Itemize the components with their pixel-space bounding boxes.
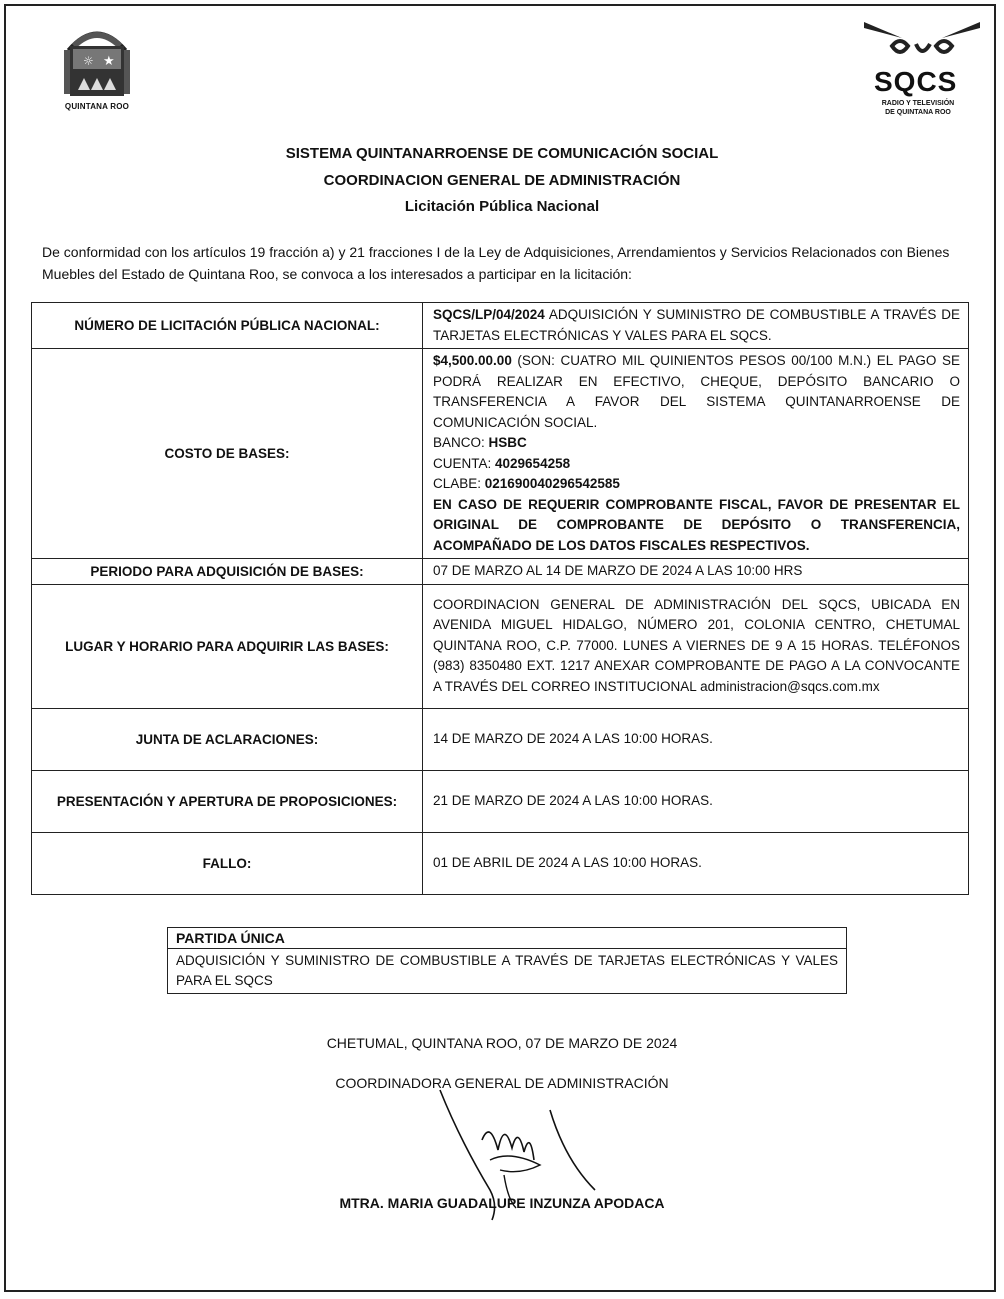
institutional-email: administracion@sqcs.com.mx	[700, 678, 880, 694]
logo-caption: QUINTANA ROO	[64, 102, 130, 111]
label-fallo: FALLO:	[32, 832, 423, 894]
bank-label: BANCO:	[433, 435, 489, 450]
place-date: CHETUMAL, QUINTANA ROO, 07 DE MARZO DE 2024	[326, 1035, 678, 1051]
sqcs-subtitle-2: DE QUINTANA ROO	[885, 109, 951, 116]
location-text: COORDINACION GENERAL DE ADMINISTRACIÓN DEL SQCS, UBICADA EN AVENIDA MIGUEL HIDALGO, NÚMERO 201, COLONIA CENTRO, CHETUMAL QUINTANA ROO, C.P. 77000. LUNES A VIERNES DE 9 A 15 HORAS. TELÉFONOS (983) 8350480 EXT. 1217 ANEXAR COMPROBANTE DE PAGO A LA CONVOCANTE A TRAVÉS DEL CORREO INSTITUCIONAL	[433, 596, 960, 694]
table-row-fallo	[32, 832, 969, 894]
cost-amount: $4,500.00.00	[433, 353, 512, 368]
sqcs-brand-text: SQCS	[874, 66, 958, 97]
clabe-value: 021690040296542585	[484, 476, 620, 491]
tender-details-table	[31, 302, 969, 895]
clabe-label: CLABE:	[433, 476, 485, 491]
tender-code: SQCS/LP/04/2024	[433, 307, 545, 322]
sqcs-logo	[862, 18, 982, 122]
table-row-costo	[32, 349, 969, 559]
label-numero-licitacion: NÚMERO DE LICITACIÓN PÚBLICA NACIONAL:	[32, 303, 423, 349]
table-row-lugar	[32, 584, 969, 708]
partida-title: PARTIDA ÚNICA	[168, 928, 846, 949]
value-costo-bases	[423, 349, 969, 559]
label-presentacion: PRESENTACIÓN Y APERTURA DE PROPOSICIONES:	[32, 770, 423, 832]
value-periodo: 07 DE MARZO AL 14 DE MARZO DE 2024 A LAS 10:00 HRS	[423, 559, 969, 585]
table-row-junta	[32, 708, 969, 770]
table-row-numero	[32, 303, 969, 349]
account-label: CUENTA:	[433, 455, 496, 471]
partida-body: ADQUISICIÓN Y SUMINISTRO DE COMBUSTIBLE A TRAVÉS DE TARJETAS ELECTRÓNICAS Y VALES PARA EL SQCS	[176, 953, 838, 988]
account-value: 4029654258	[495, 455, 571, 471]
svg-text:★: ★	[103, 54, 115, 69]
account-line	[433, 454, 960, 475]
header-tender-type: Licitación Pública Nacional	[404, 198, 600, 215]
fiscal-note: EN CASO DE REQUERIR COMPROBANTE FISCAL, FAVOR DE PRESENTAR EL ORIGINAL DE COMPROBANTE DE DEPÓSITO O TRANSFERENCIA, ACOMPAÑADO DE LOS DATOS FISCALES RESPECTIVOS.	[433, 496, 960, 553]
bank-line	[433, 433, 960, 454]
quintana-roo-coat-of-arms-logo	[58, 16, 136, 120]
bank-value: HSBC	[488, 435, 527, 450]
value-fallo: 01 DE ABRIL DE 2024 A LAS 10:00 HORAS.	[423, 832, 969, 894]
value-presentacion: 21 DE MARZO DE 2024 A LAS 10:00 HORAS.	[423, 770, 969, 832]
signer-name: MTRA. MARIA GUADALUPE INZUNZA APODACA	[339, 1195, 665, 1211]
value-junta: 14 DE MARZO DE 2024 A LAS 10:00 HORAS.	[423, 708, 969, 770]
label-lugar-horario: LUGAR Y HORARIO PARA ADQUIRIR LAS BASES:	[32, 584, 423, 708]
table-row-presentacion	[32, 770, 969, 832]
tender-description: ADQUISICIÓN Y SUMINISTRO DE COMBUSTIBLE A TRAVÉS DE TARJETAS ELECTRÓNICAS Y VALES PARA EL SQCS.	[433, 307, 960, 343]
signer-role: COORDINADORA GENERAL DE ADMINISTRACIÓN	[335, 1075, 669, 1091]
cost-amount-text: (SON: CUATRO MIL QUINIENTOS PESOS 00/100 M.N.) EL PAGO SE PODRÁ REALIZAR EN EFECTIVO, CHEQUE, DEPÓSITO BANCARIO O TRANSFERENCIA A FAVOR DEL SISTEMA QUINTANARROENSE DE COMUNICACIÓN SOCIAL.	[433, 353, 960, 430]
clabe-line	[433, 474, 960, 495]
cost-paragraph	[433, 351, 960, 433]
svg-text:☼: ☼	[83, 54, 94, 68]
label-junta: JUNTA DE ACLARACIONES:	[32, 708, 423, 770]
partida-box	[167, 927, 847, 994]
label-periodo: PERIODO PARA ADQUISICIÓN DE BASES:	[32, 559, 423, 585]
table-row-periodo	[32, 559, 969, 585]
value-numero-licitacion	[423, 303, 969, 349]
header-institution: SISTEMA QUINTANARROENSE DE COMUNICACIÓN SOCIAL	[285, 145, 719, 162]
intro-paragraph: De conformidad con los artículos 19 fracción a) y 21 fracciones I de la Ley de Adquisiciones, Arrendamientos y Servicios Relacionados con Bienes Muebles del Estado de Quintana Roo, se convoca a los interesados a participar en la licitación:	[42, 244, 950, 282]
header-department: COORDINACION GENERAL DE ADMINISTRACIÓN	[323, 172, 681, 189]
value-lugar-horario	[423, 584, 969, 708]
sqcs-subtitle-1: RADIO Y TELEVISIÓN	[881, 100, 955, 107]
label-costo-bases: COSTO DE BASES:	[32, 349, 423, 559]
